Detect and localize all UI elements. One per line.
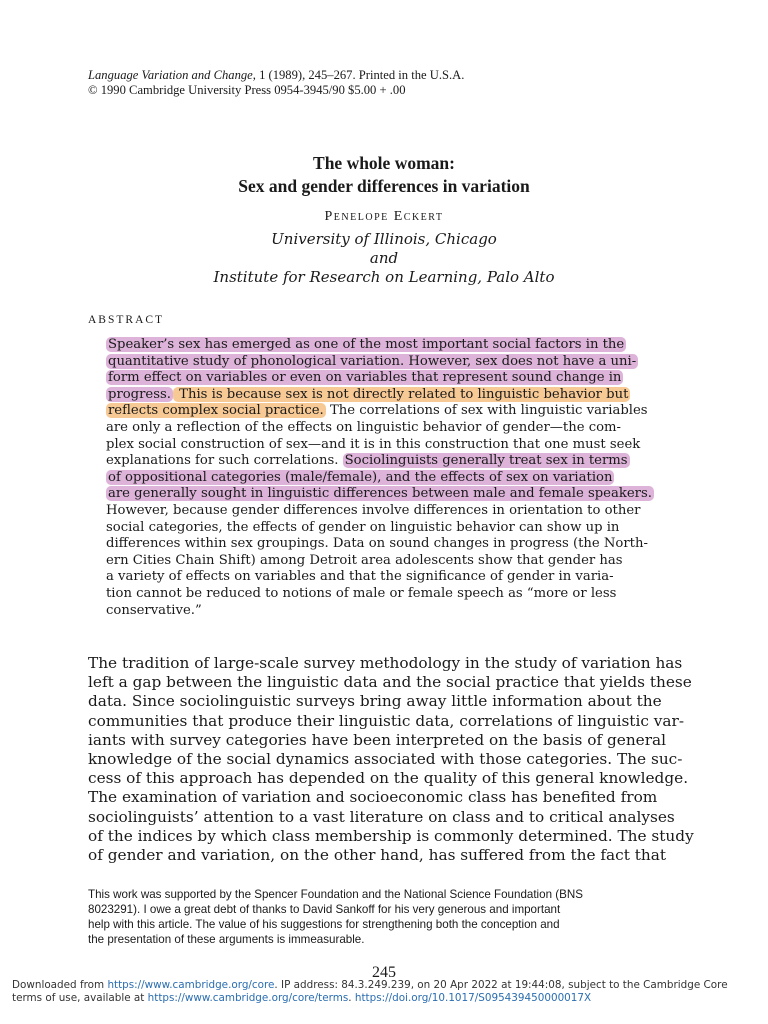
abstract-text-run: The correlations of sex with linguistic variables [325, 403, 648, 419]
body-line: The examination of variation and socioeconomic class has benefited from [88, 788, 658, 807]
affiliation-1: University of Illinois, Chicago [271, 230, 497, 248]
affiliation-and: and [369, 249, 399, 267]
abstract-line [106, 420, 666, 437]
abstract-line [106, 536, 666, 553]
body-line: iants with survey categories have been interpreted on the basis of general [88, 730, 667, 749]
abstract-text-run: differences within sex groupings. Data on sound changes in progress (the North- [106, 536, 648, 552]
abstract-line [106, 470, 666, 487]
body-line: left a gap between the linguistic data and the social practice that yields these [88, 673, 692, 692]
journal-name: Language Variation and Change, [88, 68, 256, 82]
body-text [88, 654, 694, 865]
abstract-line [106, 387, 666, 404]
abstract-line [106, 603, 666, 620]
cambridge-core-link[interactable]: https://www.cambridge.org/core [107, 979, 275, 991]
footnote-line: 8023291). I owe a great debt of thanks to David Sankoff for his very generous and important [88, 903, 561, 916]
body-line: of the indices by which class membership is commonly determined. The study [88, 826, 694, 845]
abstract-line [106, 370, 666, 387]
article-title-line2: Sex and gender differences in variation [238, 176, 530, 196]
abstract-line [106, 569, 666, 586]
abstract-text [106, 337, 666, 619]
abstract-text-run: explanations for such correlations. [106, 453, 343, 469]
affiliation-2: Institute for Research on Learning, Palo Alto [213, 268, 555, 286]
body-line: sociolinguists’ attention to a vast literature on class and to critical analyses [88, 807, 675, 826]
abstract-line [106, 453, 666, 470]
terms-sep: . [348, 992, 355, 1004]
highlight-orange: reflects complex social practice. [108, 403, 324, 419]
abstract-text-run: are only a reflection of the effects on linguistic behavior of gender—the com- [106, 419, 622, 435]
abstract-line [106, 503, 666, 520]
article-title-line1: The whole woman: [313, 153, 455, 173]
abstract-line [106, 403, 666, 420]
abstract-line [106, 553, 666, 570]
abstract-line [106, 437, 666, 454]
author-name: Penelope Eckert [324, 209, 444, 224]
highlight-pink: quantitative study of phonological variation. However, sex does not have a uni- [108, 353, 637, 369]
abstract-text-run: conservative.” [106, 602, 202, 618]
body-line: The tradition of large-scale survey methodology in the study of variation has [88, 654, 683, 672]
abstract-text-run: However, because gender differences involve differences in orientation to other [106, 502, 641, 518]
body-line: of gender and variation, on the other hand, has suffered from the fact that [88, 846, 667, 865]
abstract-line [106, 337, 666, 354]
footnote-line: help with this article. The value of his suggestions for strengthening both the conception and [88, 918, 560, 931]
citation-text: 1 (1989), 245–267. Printed in the U.S.A. [255, 68, 465, 82]
abstract-text-run: plex social construction of sex—and it is in this construction that one must seek [106, 436, 641, 452]
abstract-line [106, 520, 666, 537]
terms-link[interactable]: https://www.cambridge.org/core/terms [147, 992, 349, 1004]
footnote-line: This work was supported by the Spencer Foundation and the National Science Foundation (BNS [88, 888, 583, 901]
download-notice [12, 979, 758, 1005]
doi-link[interactable]: https://doi.org/10.1017/S095439450000017X [354, 992, 592, 1004]
page-number: 245 [372, 964, 396, 981]
abstract-line [106, 586, 666, 603]
highlight-pink: are generally sought in linguistic differences between male and female speakers. [108, 486, 652, 502]
acknowledgement-footnote [88, 887, 688, 947]
highlight-pink: form effect on variables or even on variables that represent sound change in [108, 370, 622, 386]
highlight-pink: Speaker’s sex has emerged as one of the most important social factors in the [108, 337, 625, 352]
body-line: communities that produce their linguistic data, correlations of linguistic var- [88, 711, 685, 730]
copyright-line: © 1990 Cambridge University Press 0954-3945/90 $5.00 + .00 [88, 83, 406, 97]
highlight-orange: This is because sex is not directly related to linguistic behavior but [174, 386, 629, 402]
body-line: data. Since sociolinguistic surveys bring away little information about the [88, 692, 662, 711]
download-middle: . IP address: 84.3.249.239, on 20 Apr 2022 at 19:44:08, subject to the Cambridge Core [274, 979, 728, 991]
highlight-pink: progress. [108, 386, 171, 402]
body-line: knowledge of the social dynamics associated with those categories. The suc- [88, 750, 683, 769]
abstract-line [106, 354, 666, 371]
abstract-text-run: social categories, the effects of gender on linguistic behavior can show up in [106, 519, 620, 535]
footnote-line: the presentation of these arguments is immeasurable. [88, 933, 365, 946]
abstract-heading: ABSTRACT [88, 314, 165, 326]
body-line: cess of this approach has depended on the quality of this general knowledge. [88, 769, 689, 788]
journal-citation [88, 68, 464, 83]
download-prefix: Downloaded from [12, 979, 108, 991]
terms-prefix: terms of use, available at [12, 992, 148, 1004]
highlight-pink: of oppositional categories (male/female), and the effects of sex on variation [108, 469, 613, 485]
abstract-text-run: tion cannot be reduced to notions of male or female speech as “more or less [106, 585, 617, 601]
abstract-text-run: ern Cities Chain Shift) among Detroit area adolescents show that gender has [106, 552, 623, 568]
abstract-line [106, 486, 666, 503]
highlight-pink: Sociolinguists generally treat sex in terms [344, 453, 628, 469]
abstract-text-run: a variety of effects on variables and that the significance of gender in varia- [106, 569, 614, 585]
